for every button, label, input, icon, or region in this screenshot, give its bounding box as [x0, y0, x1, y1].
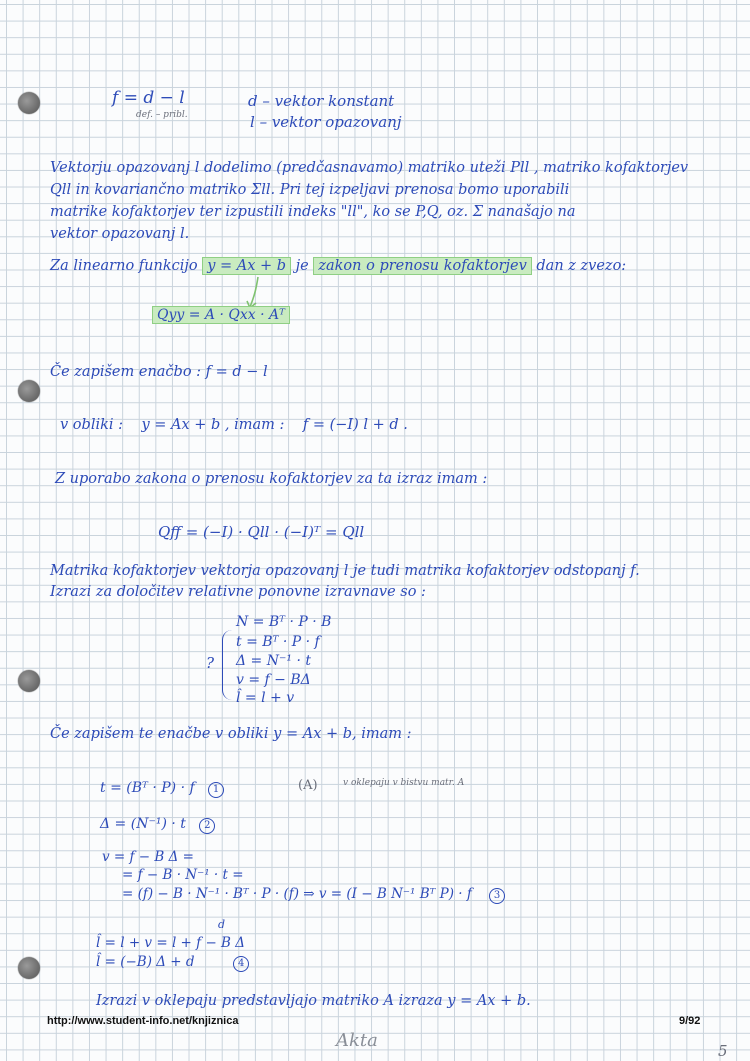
eq-delta: [100, 816, 215, 834]
eq-v-line2: = f − B · N⁻¹ · t =: [122, 867, 244, 883]
form1-equation: y = Ax + b: [141, 417, 221, 433]
eq-t-text: t = (Bᵀ · P) · f: [100, 780, 195, 796]
eq-v-line3-text: = (f) − B · N⁻¹ · Bᵀ · P · (f) ⇒ v = (I − B N⁻¹ Bᵀ P) · f: [122, 886, 472, 902]
eq-delta-number: 2: [199, 818, 215, 834]
binder-hole-bottom: [18, 957, 40, 979]
a-note: (A): [298, 778, 318, 793]
system-brace: [222, 630, 235, 700]
eq-lhat-2: [96, 954, 249, 972]
linear-prefix: Za linearno funkcijo: [50, 258, 198, 274]
eq-t: [100, 780, 224, 798]
linear-mid: je: [295, 258, 309, 274]
write1-line: Če zapišem enačbo : f = d − l: [50, 364, 268, 380]
form1-prefix: v obliki :: [60, 417, 124, 433]
f-definition: f = d − l: [112, 88, 185, 108]
qyy-formula: Qyy = A · Qxx · Aᵀ: [152, 306, 290, 324]
para2-line1: Matrika kofaktorjev vektorja opazovanj l je tudi matrika kofaktorjev odstopanj f.: [50, 563, 640, 579]
form1-mid: , imam :: [224, 417, 285, 433]
linear-equation: y = Ax + b: [202, 257, 291, 275]
footer-page: 9/92: [679, 1015, 701, 1027]
binder-hole-upper-mid: [18, 380, 40, 402]
binder-hole-lower-mid: [18, 670, 40, 692]
signature: Akta: [336, 1030, 378, 1051]
f-definition-note: def. – pribl.: [136, 110, 188, 120]
form1-line: [60, 417, 408, 433]
apply-line: Z uporabo zakona o prenosu kofaktorjev za ta izraz imam :: [55, 471, 488, 487]
write2-line: Če zapišem te enačbe v obliki y = Ax + b, imam :: [50, 726, 412, 742]
l-description: l – vektor opazovanj: [250, 113, 402, 131]
eq-lhat-1: l̂ = l + v = l + f − B Δ: [96, 935, 246, 951]
eq-v-line1: v = f − B Δ =: [102, 849, 194, 865]
system-eq-3: Δ = N⁻¹ · t: [236, 653, 311, 669]
system-eq-1: N = Bᵀ · P · B: [236, 614, 332, 630]
system-eq-2: t = Bᵀ · P · f: [236, 634, 320, 650]
footer-url: http://www.student-info.net/knjiznica: [47, 1015, 239, 1027]
system-question: ?: [206, 654, 215, 672]
eq-v-line3: [122, 886, 505, 904]
para1-line2: Qll in kovariančno matriko Σll. Pri tej izpeljavi prenosa bomo uporabili: [50, 182, 570, 198]
d-description: d – vektor konstant: [248, 92, 395, 110]
para1-line4: vektor opazovanj l.: [50, 226, 190, 242]
closing-line: Izrazi v oklepaju predstavljajo matriko A izraza y = Ax + b.: [96, 993, 531, 1009]
para1-line3: matrike kofaktorjev ter izpustili indeks "ll", ko se P,Q, oz. Σ nanašajo na: [50, 204, 576, 220]
eq-lhat-2-text: l̂ = (−B) Δ + d: [96, 954, 195, 970]
eq-v-number: 3: [489, 888, 505, 904]
eq-lhat-over: d: [218, 918, 226, 931]
eq-t-number: 1: [208, 782, 224, 798]
cofactor-law: zakon o prenosu kofaktorjev: [313, 257, 531, 275]
system-eq-5: l̂ = l + v: [236, 690, 295, 706]
para2-line2: Izrazi za določitev relativne ponovne izravnave so :: [50, 584, 426, 600]
eq-delta-text: Δ = (N⁻¹) · t: [100, 816, 186, 832]
system-eq-4: v = f − BΔ: [236, 672, 311, 688]
qff-formula: Qff = (−I) · Qll · (−I)ᵀ = Qll: [158, 523, 365, 541]
corner-page-number: 5: [718, 1042, 728, 1060]
linear-line: [50, 258, 626, 274]
a-description: v oklepaju v bistvu matr. A: [343, 778, 465, 788]
binder-hole-top: [18, 92, 40, 114]
form1-result: f = (−I) l + d .: [302, 417, 408, 433]
linear-suffix: dan z zvezo:: [536, 258, 627, 274]
eq-lhat-number: 4: [233, 956, 249, 972]
para1-line1: Vektorju opazovanj l dodelimo (predčasnavamo) matriko uteži Pll , matriko kofaktorjev: [50, 160, 689, 176]
